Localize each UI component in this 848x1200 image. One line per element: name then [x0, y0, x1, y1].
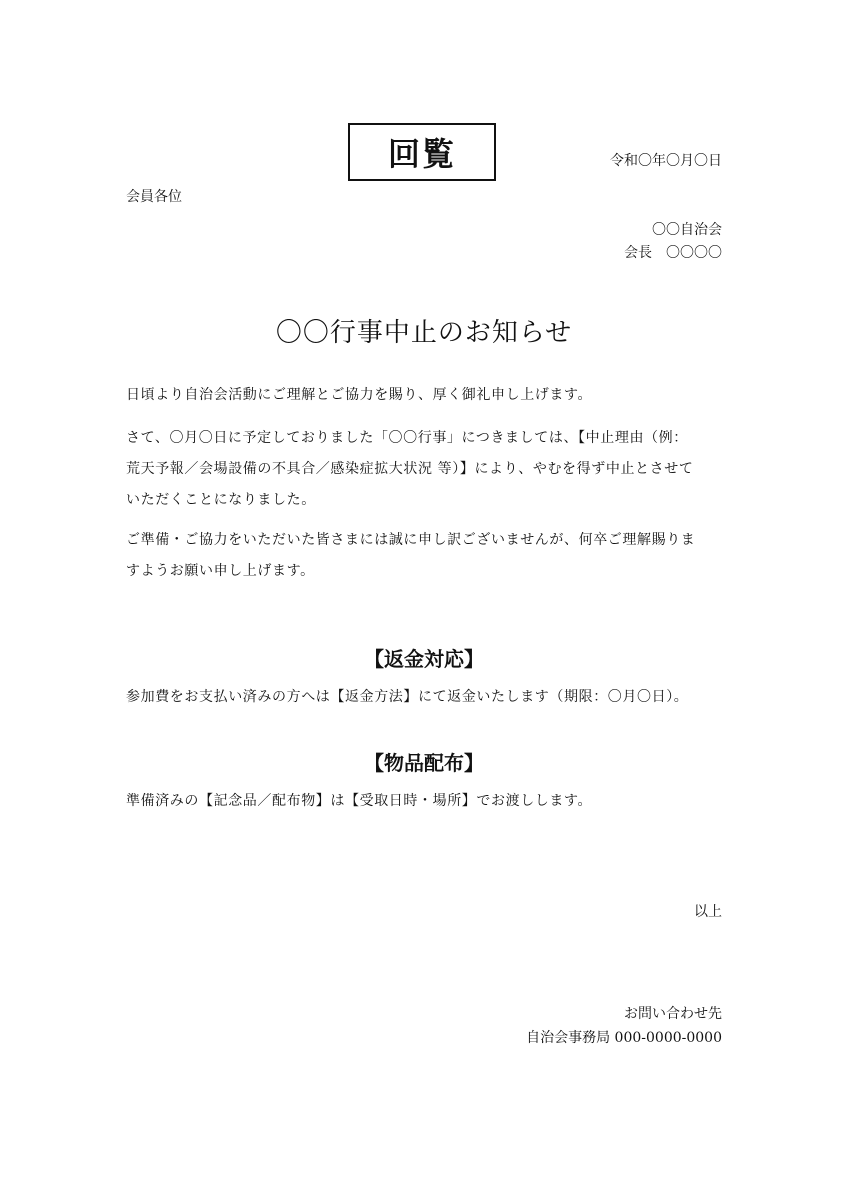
- refund-text: 参加費をお支払い済みの方へは【返金方法】にて返金いたします（期限：〇月〇日）。: [126, 689, 689, 705]
- cancellation-paragraph: [126, 423, 726, 516]
- apology-line-2: すようお願い申し上げます。: [126, 563, 315, 579]
- greeting-paragraph: [126, 380, 726, 411]
- document-title: 〇〇行事中止のお知らせ: [275, 318, 573, 348]
- greeting-line: 日頃より自治会活動にご理解とご協力を賜り、厚く御礼申し上げます。: [126, 387, 593, 403]
- apology-paragraph: [126, 525, 726, 587]
- kairan-box: [348, 123, 496, 181]
- sender-name: 会長 〇〇〇〇: [624, 245, 722, 261]
- recipient: 会員各位: [126, 189, 182, 205]
- kairan-label: 回覧: [387, 135, 456, 173]
- sender-org: 〇〇自治会: [652, 222, 722, 238]
- apology-line-1: ご準備・ご協力をいただいた皆さまには誠に申し訳ございませんが、何卒ご理解賜りま: [126, 532, 696, 548]
- cancellation-line-1: さて、〇月〇日に予定しておりました「〇〇行事」につきましては、【中止理由（例：: [126, 430, 688, 446]
- refund-heading: 【返金対応】: [364, 647, 484, 671]
- issue-date: 令和〇年〇月〇日: [610, 153, 722, 169]
- closing-mark: 以上: [694, 904, 722, 920]
- cancellation-line-3: いただくことになりました。: [126, 492, 316, 508]
- contact-detail: 自治会事務局 000-0000-0000: [526, 1030, 722, 1046]
- distribution-text: 準備済みの【記念品／配布物】は【受取日時・場所】でお渡しします。: [126, 793, 593, 809]
- cancellation-line-2: 荒天予報／会場設備の不具合／感染症拡大状況 等）】により、やむを得ず中止とさせて: [126, 461, 694, 477]
- contact-label: お問い合わせ先: [624, 1006, 722, 1022]
- distribution-heading: 【物品配布】: [364, 751, 484, 775]
